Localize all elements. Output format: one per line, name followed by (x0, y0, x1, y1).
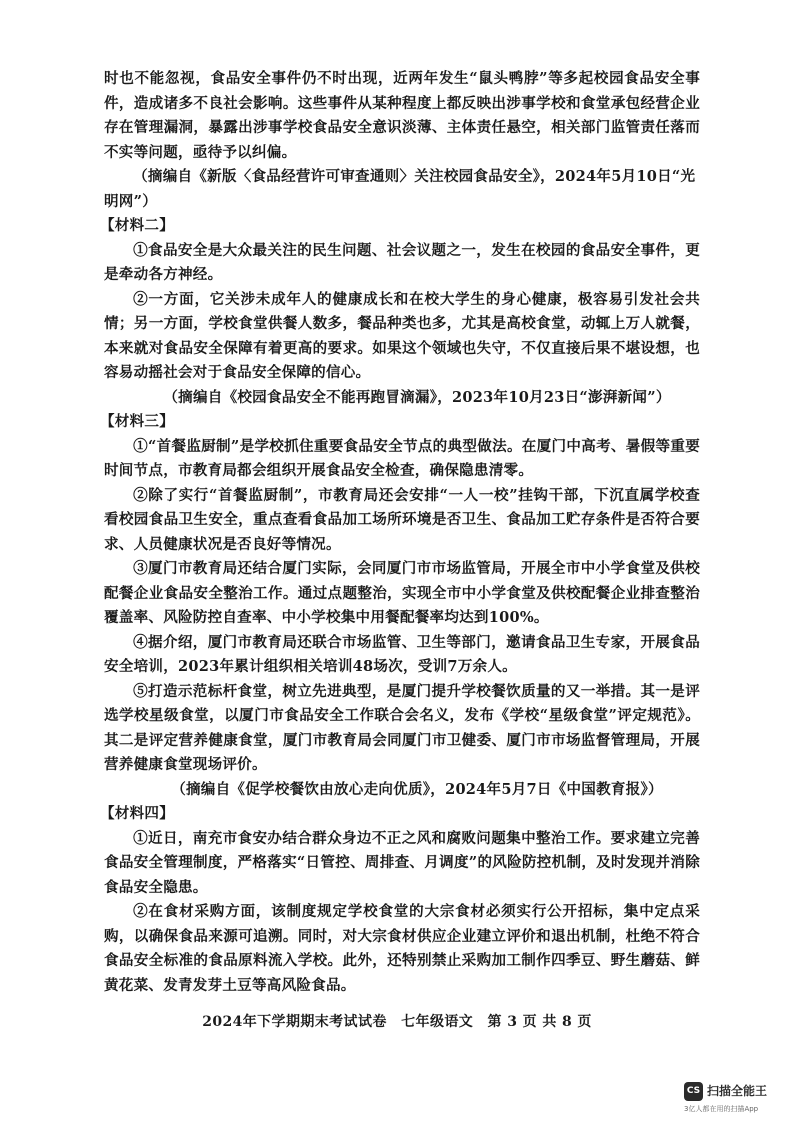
source-citation: （摘编自《校园食品安全不能再跑冒滴漏》，2023年10月23日“澎湃新闻”） (163, 388, 671, 406)
watermark-tagline: 3亿人都在用的扫描App (684, 1105, 759, 1113)
paragraph: ①近日，南充市食安办结合群众身边不正之风和腐败问题集中整治工作。要求建立完善食品安全管理制度，严格落实“日管控、周排查、月调度”的风险防控机制，及时发现并消除食品安全隐患。 (104, 829, 700, 896)
paragraph: ①“首餐监厨制”是学校抓住重要食品安全节点的典型做法。在厦门中高考、暑假等重要时间节点，市教育局都会组织开展食品安全检查，确保隐患清零。 (104, 437, 700, 479)
section-heading: 【材料二】 (100, 217, 174, 234)
paragraph: ④据介绍，厦门市教育局还联合市场监管、卫生等部门，邀请食品卫生专家，开展食品安全培训，2023年累计组织相关培训48场次，受训7万余人。 (104, 633, 700, 675)
page-footer: 2024年下学期期末考试试卷 七年级语文 第 3 页 共 8 页 (202, 1014, 592, 1030)
watermark-app-name: 扫描全能王 (707, 1084, 768, 1098)
camscanner-logo-icon: CS (684, 1082, 703, 1101)
paragraph: ⑤打造示范标杆食堂，树立先进典型，是厦门提升学校餐饮质量的又一举措。其一是评选学校星级食堂，以厦门市食品安全工作联合会名义，发布《学校“星级食堂”评定规范》。其二是评定营养健康食堂，厦门市教育局会同厦门市卫健委、厦门市市场监督管理局，开展营养健康食堂现场评价。 (104, 682, 700, 773)
paragraph: ①食品安全是大众最关注的民生问题、社会议题之一，发生在校园的食品安全事件，更是牵动各方神经。 (104, 241, 700, 283)
section-heading: 【材料四】 (100, 805, 174, 822)
paragraph: ②在食材采购方面，该制度规定学校食堂的大宗食材必须实行公开招标，集中定点采购，以确保食品来源可追溯。同时，对大宗食材供应企业建立评价和退出机制，杜绝不符合食品安全标准的食品原料流入学校。此外，还特别禁止采购加工制作四季豆、野生蘑菇、鲜黄花菜、发青发芽土豆等高风险食品。 (104, 903, 700, 994)
document-body (100, 67, 700, 998)
paragraph: 时也不能忽视，食品安全事件仍不时出现，近两年发生“鼠头鸭脖”等多起校园食品安全事件，造成诸多不良社会影响。这些事件从某种程度上都反映出涉事学校和食堂承包经营企业存在管理漏洞，暴露出涉事学校食品安全意识淡薄、主体责任悬空，相关部门监管责任落而不实等问题，亟待予以纠偏。 (104, 70, 700, 161)
paragraph: ③厦门市教育局还结合厦门实际，会同厦门市市场监管局，开展全市中小学食堂及供校配餐企业食品安全整治工作。通过点题整治，实现全市中小学食堂及供校配餐企业排查整治覆盖率、风险防控自查率、中小学校集中用餐配餐率均达到100%。 (104, 560, 700, 626)
source-citation: （摘编自《新版〈食品经营许可审查通则〉关注校园食品安全》，2024年5月10日“光明网”） (104, 168, 696, 210)
section-heading: 【材料三】 (100, 413, 174, 430)
paragraph: ②一方面，它关涉未成年人的健康成长和在校大学生的身心健康，极容易引发社会共情；另一方面，学校食堂供餐人数多，餐品种类也多，尤其是高校食堂，动辄上万人就餐，本来就对食品安全保障有着更高的要求。如果这个领域也失守，不仅直接后果不堪设想，也容易动摇社会对于食品安全保障的信心。 (104, 290, 700, 381)
scanner-watermark (684, 1076, 792, 1122)
source-citation: （摘编自《促学校餐饮由放心走向优质》，2024年5月7日《中国教育报》） (171, 780, 663, 798)
paragraph: ②除了实行“首餐监厨制”，市教育局还会安排“一人一校”挂钩干部，下沉直属学校查看校园食品卫生安全，重点查看食品加工场所环境是否卫生、食品加工贮存条件是否符合要求、人员健康状况是否良好等情况。 (104, 486, 700, 553)
